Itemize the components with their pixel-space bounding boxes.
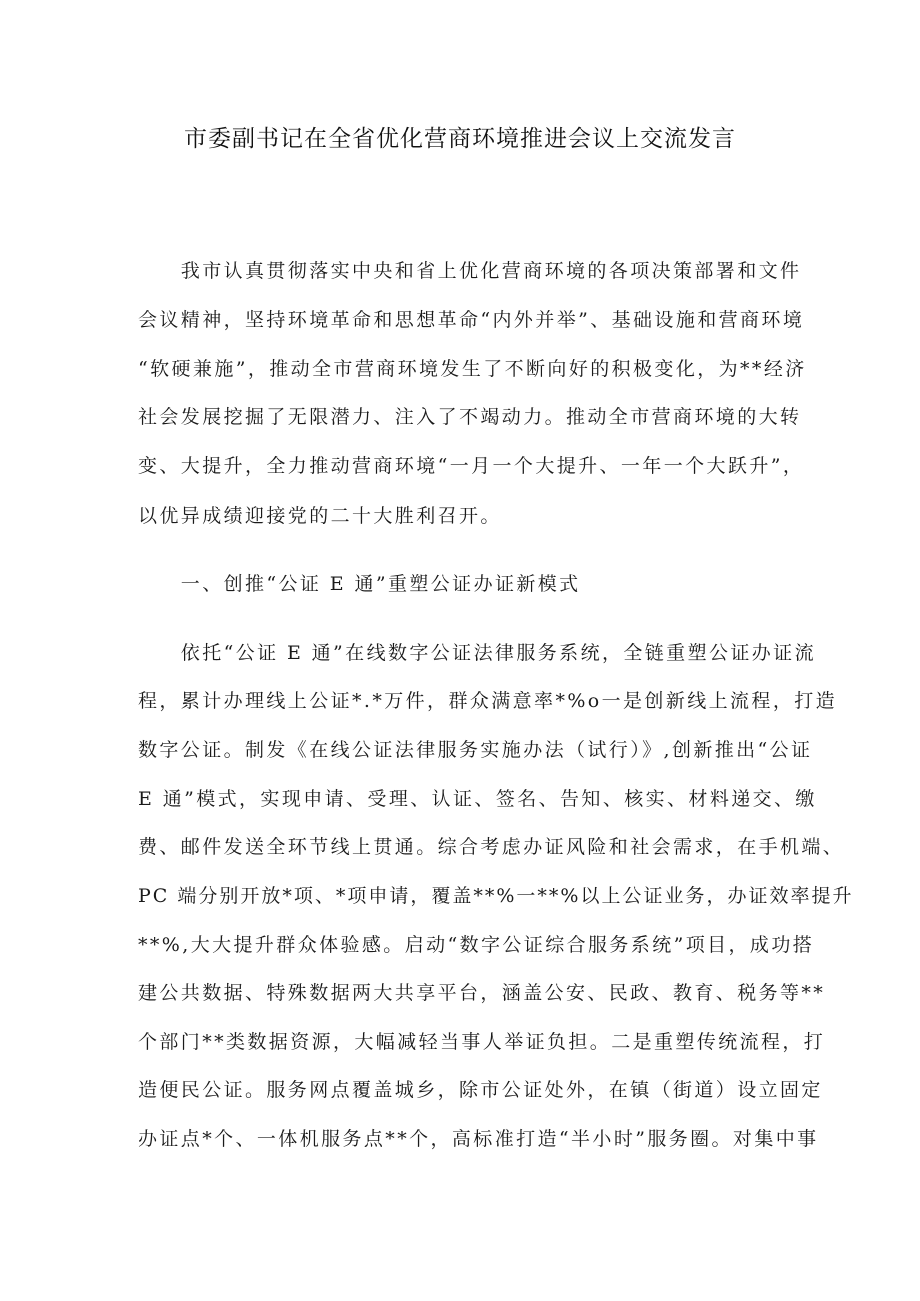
text-line: 费、邮件发送全环节线上贯通。综合考虑办证风险和社会需求，在手机端、 <box>138 836 845 858</box>
text-line: 程，累计办理线上公证*.*万件，群众满意率*%o一是创新线上流程，打造 <box>138 690 838 712</box>
text-line: 变、大提升，全力推动营商环境“一月一个大提升、一年一个大跃升”， <box>138 455 805 477</box>
document-title: 市委副书记在全省优化营商环境推进会议上交流发言 <box>184 126 736 152</box>
text-line: 造便民公证。服务网点覆盖城乡，除市公证处外，在镇（街道）设立固定 <box>138 1079 823 1101</box>
text-line: 我市认真贯彻落实中央和省上优化营商环境的各项决策部署和文件 <box>138 260 802 282</box>
text-line: PC 端分别开放*项、*项申请，覆盖**%一**%以上公证业务，办证效率提升 <box>138 885 854 907</box>
text-line: **%,大大提升群众体验感。启动“数字公证综合服务系统”项目，成功搭 <box>138 934 815 956</box>
text-line: 建公共数据、特殊数据两大共享平台，涵盖公安、民政、教育、税务等** <box>138 982 826 1004</box>
text-line: 社会发展挖掘了无限潜力、注入了不竭动力。推动全市营商环境的大转 <box>138 406 802 428</box>
section-heading: 一、创推“公证 E 通”重塑公证办证新模式 <box>138 573 581 595</box>
text-line: 个部门**类数据资源，大幅减轻当事人举证负担。二是重塑传统流程，打 <box>138 1031 826 1053</box>
text-line: 依托“公证 E 通”在线数字公证法律服务系统，全链重塑公证办证流 <box>138 642 816 664</box>
text-line: 会议精神，坚持环境革命和思想革命“内外并举”、基础设施和营商环境 <box>138 309 805 331</box>
text-line: 以优异成绩迎接党的二十大胜利召开。 <box>138 505 502 527</box>
text-line: 办证点*个、一体机服务点**个，高标准打造“半小时”服务圈。对集中事 <box>138 1128 819 1150</box>
text-line: “软硬兼施”，推动全市营商环境发生了不断向好的积极变化，为**经济 <box>138 358 807 380</box>
text-line: E 通”模式，实现申请、受理、认证、签名、告知、核实、材料递交、缴 <box>138 788 817 810</box>
text-line: 数字公证。制发《在线公证法律服务实施办法（试行）》,创新推出“公证 <box>138 739 813 761</box>
